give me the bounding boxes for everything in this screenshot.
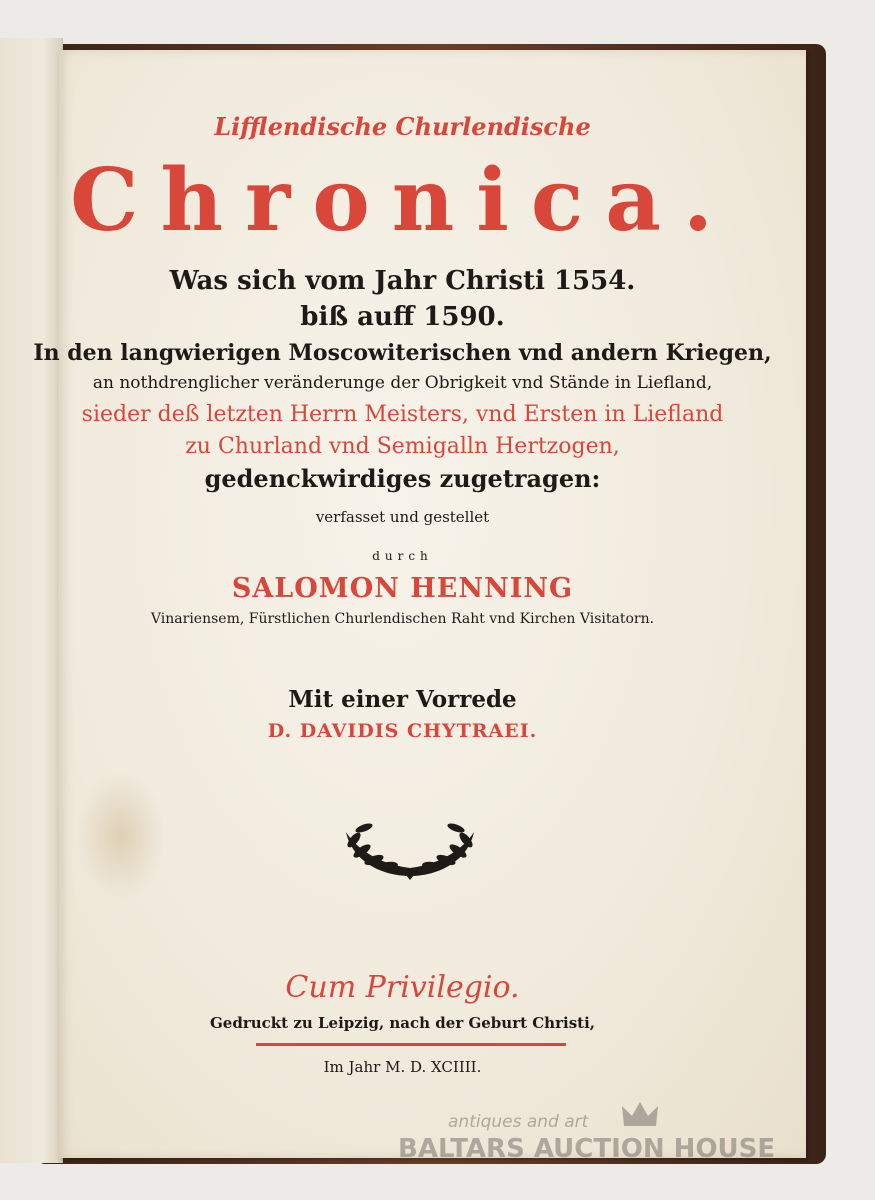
author-description: Vinariensem, Fürstlichen Churlendischen Raht vnd Kirchen Visitatorn. bbox=[150, 611, 655, 627]
main-title: Chronica. bbox=[70, 150, 735, 251]
subtitle-line: Lifflendische Churlendische bbox=[214, 112, 591, 141]
watermark-name: BALTARS AUCTION HOUSE bbox=[398, 1134, 776, 1164]
foxing-stain bbox=[76, 770, 166, 900]
date-range-line: Was sich vom Jahr Christi 1554. bbox=[169, 266, 636, 296]
preface-line: Mit einer Vorrede bbox=[288, 686, 517, 713]
composed-by-line: verfasset und gestellet bbox=[315, 508, 490, 526]
auction-watermark bbox=[398, 1112, 798, 1172]
preface-author: D. DAVIDIS CHYTRAEI. bbox=[267, 720, 538, 742]
divider-rule bbox=[256, 1043, 566, 1046]
printed-line: Gedruckt zu Leipzig, nach der Geburt Christi, bbox=[210, 1014, 595, 1032]
description-line-1: In den langwierigen Moscowiterischen vnd andern Kriegen, bbox=[33, 340, 772, 366]
watermark-tagline: antiques and art bbox=[448, 1112, 589, 1132]
author-name: SALOMON HENNING bbox=[231, 573, 574, 604]
date-range-end-line: biß auff 1590. bbox=[300, 302, 505, 332]
crown-icon bbox=[620, 1100, 660, 1130]
year-line: Im Jahr M. D. XCIIII. bbox=[323, 1058, 482, 1076]
description-line-5: gedenckwirdiges zugetragen: bbox=[204, 464, 601, 493]
privilege-line: Cum Privilegio. bbox=[285, 970, 520, 1005]
durch-line: durch bbox=[372, 549, 433, 563]
description-line-2: an nothdrenglicher veränderunge der Obrigkeit vnd Stände in Liefland, bbox=[92, 373, 713, 393]
description-line-4: zu Churland vnd Semigalln Hertzogen, bbox=[185, 434, 620, 459]
laurel-wreath-icon bbox=[340, 818, 480, 884]
description-line-3: sieder deß letzten Herrn Meisters, vnd Ersten in Liefland bbox=[81, 402, 724, 427]
